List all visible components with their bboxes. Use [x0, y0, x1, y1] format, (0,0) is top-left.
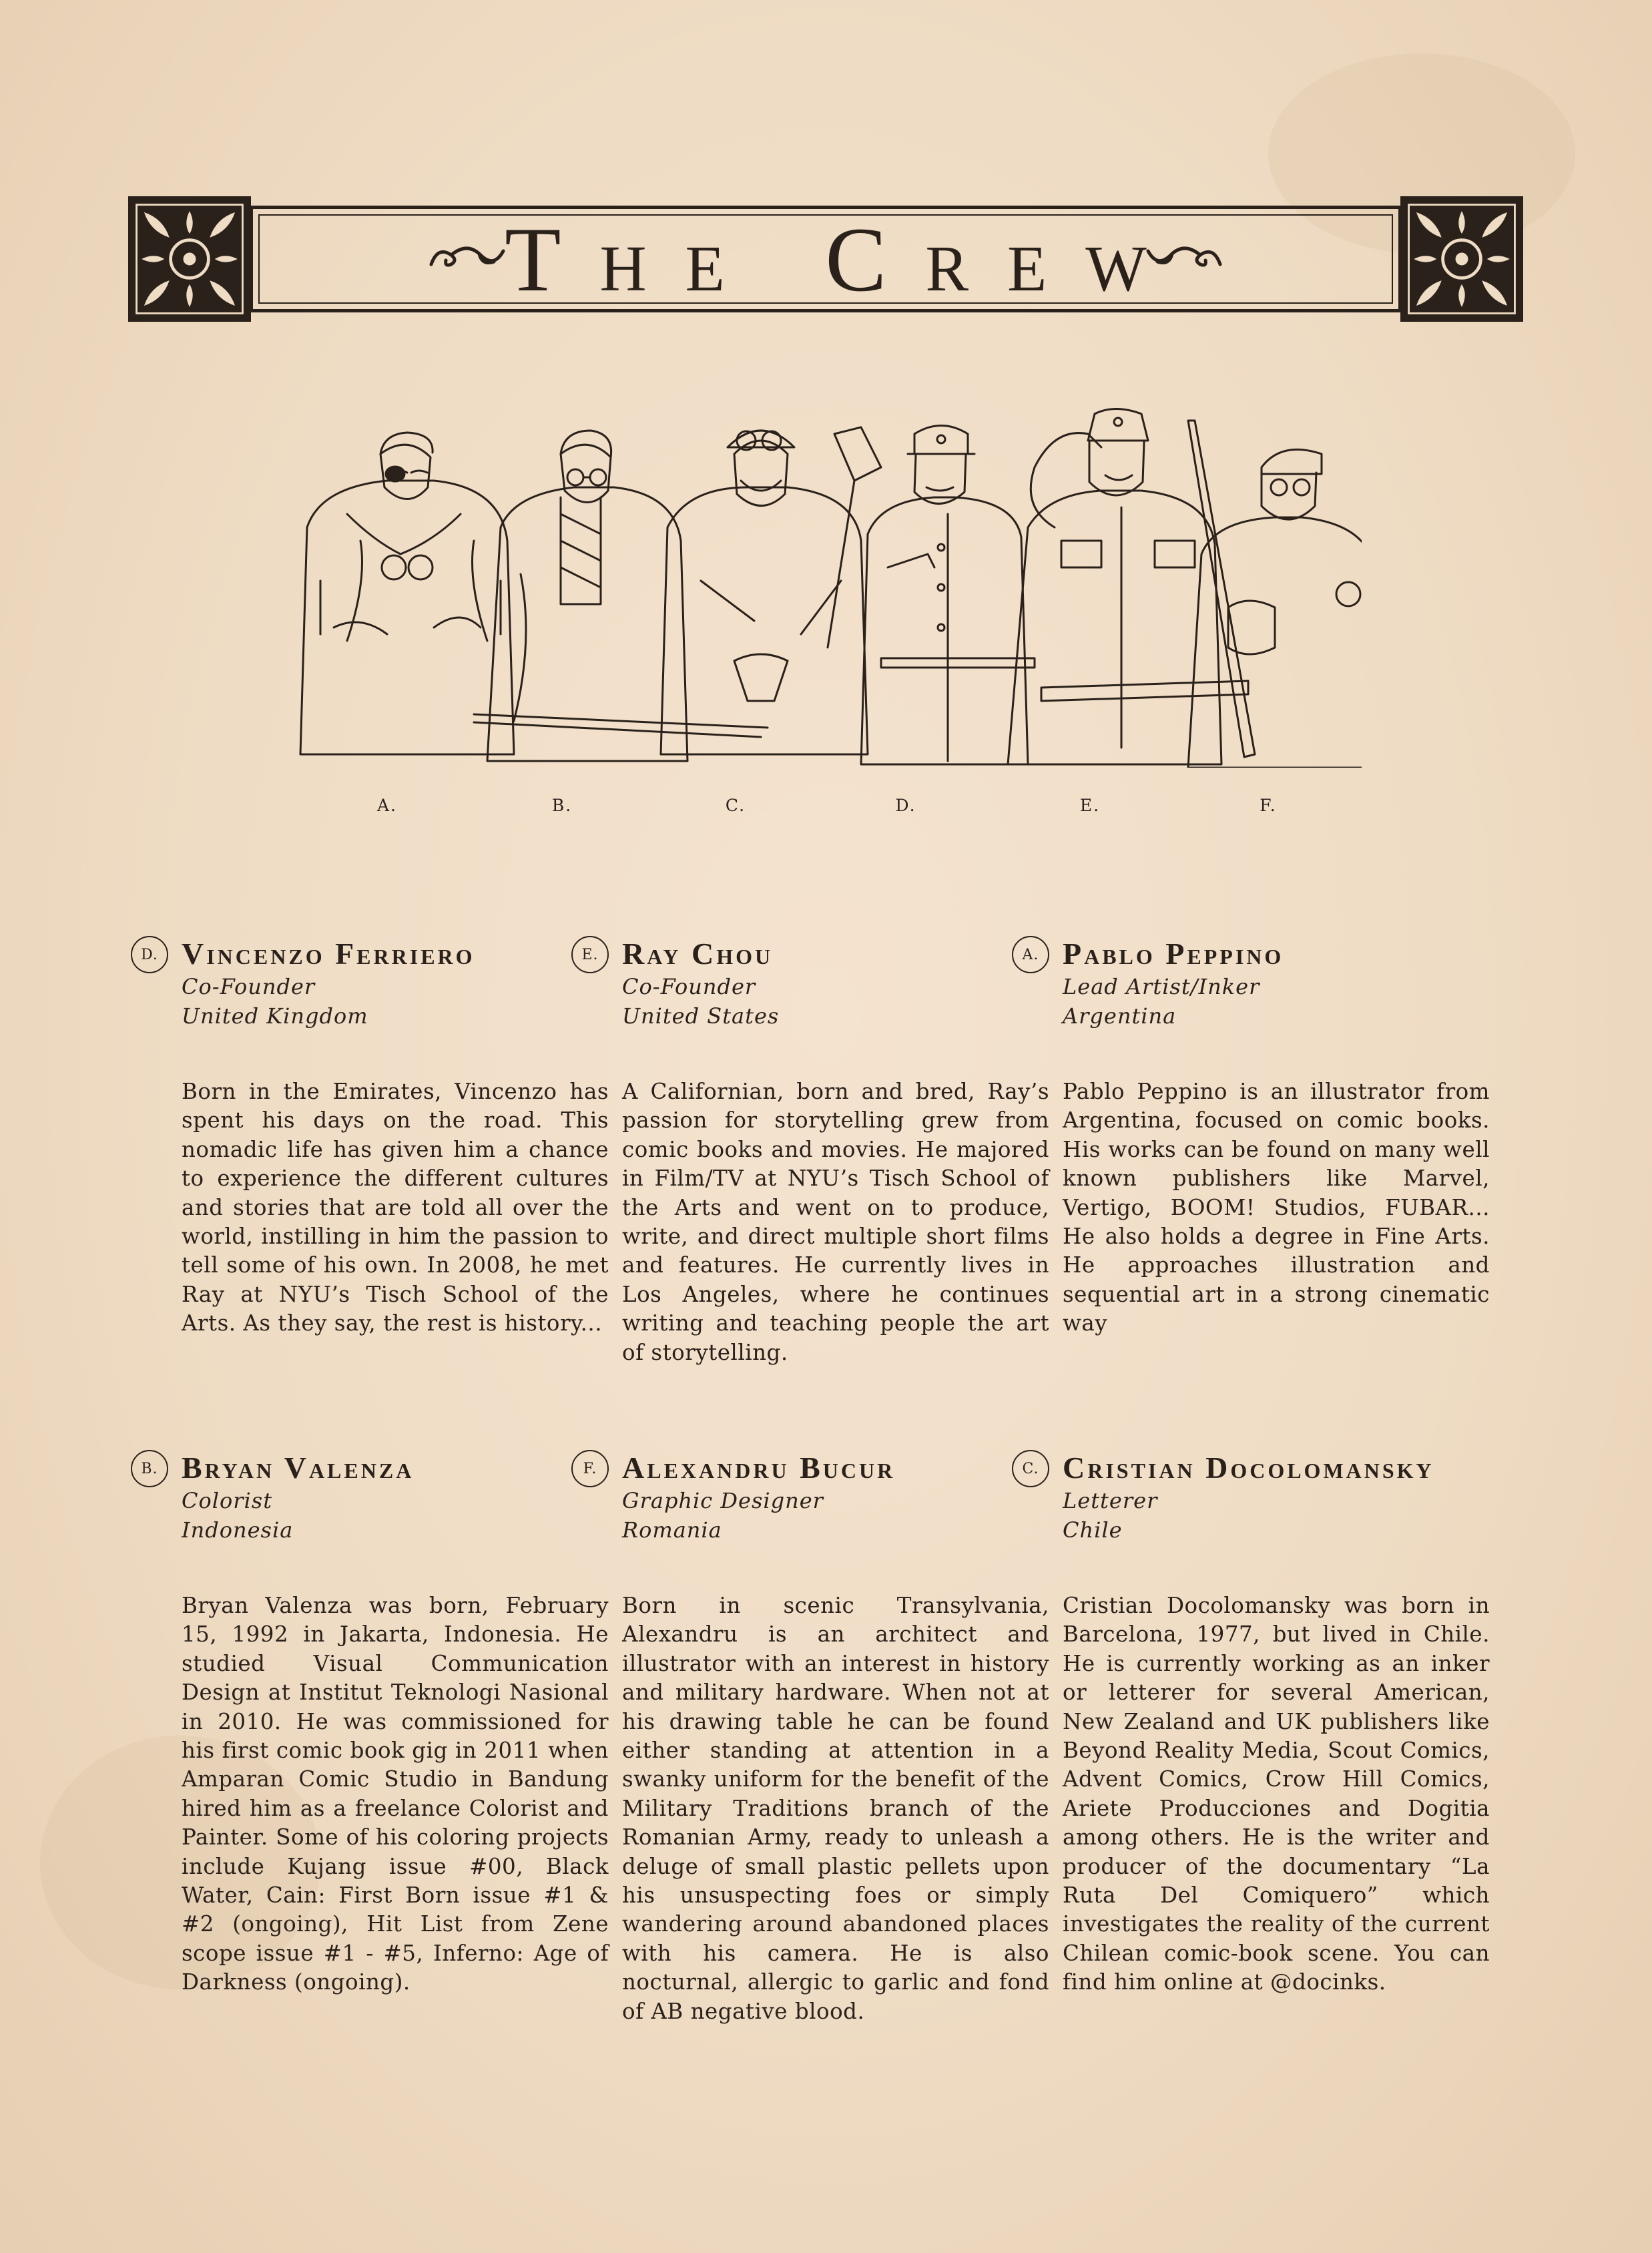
crew-role: Lead Artist/Inker [1063, 974, 1260, 999]
crew-bio: Born in scenic Transylvania, Alexandru is an architect and illustrator with an interest in history and military hardware. When not at his drawing table he can be found either standing at attention in a swanky uniform for the benefit of the Military Traditions branch of the Romanian Army, ready to unleash a deluge of small plastic pellets upon his unsuspecting foes or simply wandering around abandoned places with his camera. He is also nocturnal, allergic to garlic and fond of AB negative blood. [622, 1593, 1049, 2024]
crew-name: Vincenzo Ferriero [182, 937, 475, 971]
figure-label-a: A. [376, 796, 397, 815]
crew-entry-cristian [1022, 1450, 1490, 1997]
figure-label-b: B. [551, 796, 573, 815]
crew-bio: Born in the Emirates, Vincenzo has spent his days on the road. This nomadic life has given him a chance to experience the different cultures and stories that are told all over the world, instilling in him the passion to tell some of his own. In 2008, he met Ray at NYU’s Tisch School of the Arts. As they say, the rest is history... [182, 1079, 609, 1336]
crew-country: Indonesia [182, 1517, 294, 1543]
ornament-tile-right-icon [1400, 196, 1523, 322]
figure-marker: A. [1012, 936, 1049, 973]
figure-marker: D. [131, 936, 168, 973]
figure-label-d: D. [895, 796, 916, 815]
figure-marker: F. [571, 1450, 609, 1487]
crew-country: Romania [622, 1517, 722, 1543]
figure-marker: E. [571, 936, 609, 973]
crew-bio: A Californian, born and bred, Ray’s passion for storytelling grew from comic books and movies. He majored in Film/TV at NYU’s Tisch School of the Arts and went on to produce, write, and direct multiple short films and features. He currently lives in Los Angeles, where he continues writing and teaching people the art of storytelling. [622, 1079, 1049, 1365]
crew-name: Alexandru Bucur [622, 1451, 896, 1485]
figure-marker: C. [1012, 1450, 1049, 1487]
crew-entry-pablo [1022, 936, 1490, 1338]
crew-illustration [280, 407, 1362, 768]
crew-name: Pablo Peppino [1063, 937, 1284, 971]
crew-figure-c [661, 427, 881, 754]
crew-role: Co-Founder [182, 974, 316, 999]
crew-role: Colorist [182, 1488, 273, 1513]
flourish-right-icon [1144, 238, 1224, 278]
figure-label-e: E. [1079, 796, 1101, 815]
crew-country: Chile [1063, 1517, 1123, 1543]
crew-role: Graphic Designer [622, 1488, 824, 1513]
crew-figure-d [861, 426, 1035, 765]
crew-name: Ray Chou [622, 937, 774, 971]
crew-entry-bryan [141, 1450, 609, 1997]
figure-label-c: C. [725, 796, 746, 815]
title-banner [128, 196, 1523, 322]
crew-country: Argentina [1063, 1003, 1177, 1029]
crew-country: United Kingdom [182, 1003, 368, 1029]
crew-figure-f [1188, 421, 1362, 768]
crew-entry-ray [581, 936, 1049, 1367]
crew-figure-a [300, 433, 514, 754]
crew-entry-alexandru [583, 1450, 1049, 2026]
crew-role: Letterer [1063, 1488, 1158, 1513]
page-title: The Crew [505, 208, 1185, 310]
crew-figure-b [474, 431, 768, 761]
figure-label-f: F. [1260, 796, 1277, 815]
crew-entry-vincenzo [141, 936, 609, 1338]
crew-name: Bryan Valenza [182, 1451, 415, 1485]
crew-role: Co-Founder [622, 974, 756, 999]
crew-bio: Cristian Docolomansky was born in Barcelona, 1977, but lived in Chile. He is currently working as an inker or letterer for several American, New Zealand and UK publishers like Beyond Reality Media, Scout Comics, Advent Comics, Crow Hill Comics, Ariete Producciones and Dogitia among others. He is the writer and producer of the documentary “La Ruta Del Comiquero” which investigates the reality of the current Chilean comic-book scene. You can find him online at @docinks. [1063, 1593, 1490, 1995]
figure-marker: B. [131, 1450, 168, 1487]
crew-figure-e [1008, 409, 1248, 765]
crew-bio: Pablo Peppino is an illustrator from Argentina, focused on comic books. His works can be found on many well known publishers like Marvel, Vertigo, BOOM! Studios, FUBAR... He also holds a degree in Fine Arts. He approaches illustration and sequential art in a strong cinematic way [1063, 1079, 1490, 1336]
crew-name: Cristian Docolomansky [1063, 1451, 1434, 1485]
crew-country: United States [622, 1003, 780, 1029]
crew-bio: Bryan Valenza was born, February 15, 1992 in Jakarta, Indonesia. He studied Visual Communication Design at Institut Teknologi Nasional in 2010. He was commissioned for his first comic book gig in 2011 when Amparan Comic Studio in Bandung hired him as a freelance Colorist and Painter. Some of his coloring projects include Kujang issue #00, Black Water, Cain: First Born issue #1 & #2 (ongoing), Hit List from Zene scope issue #1 - #5, Inferno: Age of Darkness (ongoing). [182, 1593, 609, 1995]
